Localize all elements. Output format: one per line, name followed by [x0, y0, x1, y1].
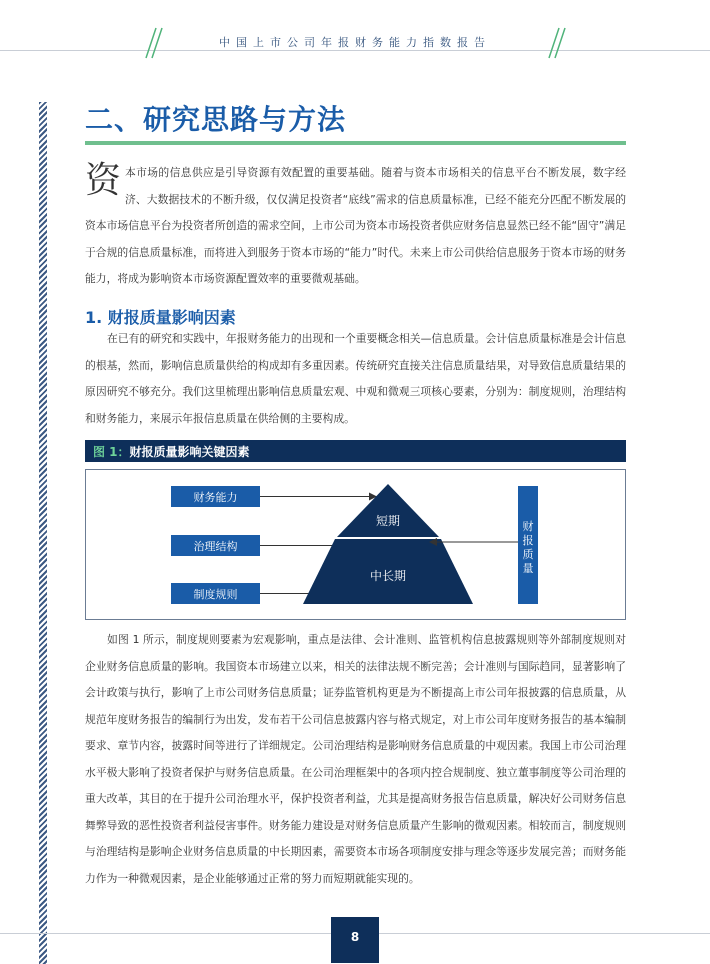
subsection-title: 1. 财报质量影响因素: [85, 308, 236, 327]
factor-label: 治理结构: [193, 540, 238, 553]
section-title: 二、研究思路与方法: [85, 103, 347, 136]
quality-char-4: 量: [522, 562, 534, 575]
pyramid: [303, 484, 473, 604]
factor-box-governance-structure: [171, 535, 260, 556]
factor-box-institutional-rules: [171, 583, 260, 604]
quality-box: [518, 486, 538, 604]
diagram-canvas: [86, 470, 625, 619]
quality-char-1: 财: [522, 520, 534, 533]
drop-cap: 资: [85, 160, 122, 201]
running-header: 中国上市公司年报财务能力指数报告: [219, 36, 491, 49]
intro-paragraph: [85, 160, 626, 293]
figure-diagram: [85, 469, 626, 620]
pyramid-bottom-label: 中长期: [369, 569, 407, 583]
header-slash-right-icon: [545, 26, 569, 60]
quality-char-3: 质: [522, 548, 534, 561]
subsection-paragraph: 在已有的研究和实践中，年报财务能力的出现和一个重要概念相关—信息质量。会计信息质量标准是会计信息的根基，然而，影响信息质量供给的构成却有多重因素。传统研究直接关注信息质量结果，对导致信息质量结果的原因研究不够充分。我们这里梳理出影响信息质量宏观、中观和微观三项核心要素，分别为：制度规则，治理结构和财务能力，来展示年报信息质量在供给侧的主要构成。: [85, 332, 626, 425]
header-rule: [0, 50, 710, 51]
figure-title-text: 财报质量影响关键因素: [129, 445, 250, 459]
page-number: 8: [331, 917, 379, 963]
factor-label: 财务能力: [193, 491, 238, 504]
intro-text: 本市场的信息供应是引导资源有效配置的重要基础。随着与资本市场相关的信息平台不断发展，数字经济、大数据技术的不断升级，仅仅满足投资者“底线”需求的信息质量标准，已经不能充分匹配不断发展的资本市场信息平台为投资者所创造的需求空间，上市公司为资本市场投资者供应财务信息显然已经不能“固守”满足于合规的信息质量标准，而将进入到服务于资本市场的“能力”时代。未来上市公司供给信息服务于资本市场的财务能力，将成为影响资本市场资源配置效率的重要微观基础。: [85, 166, 626, 285]
factor-label: 制度规则: [193, 588, 238, 601]
body-paragraph: 如图 1 所示，制度规则要素为宏观影响，重点是法律、会计准则、监管机构信息披露规则等外部制度规则对企业财务信息质量的影响。我国资本市场建立以来，相关的法律法规不断完善；会计准则与国际趋同，显著影响了会计政策与执行，影响了上市公司财务信息质量；证券监管机构更是为不断提高上市公司年报披露的信息质量，从规范年度财务报告的编制行为出发，发布若干公司信息披露内容与格式规定，对上市公司年度财务报告的基本编制要求、章节内容，披露时间等进行了详细规定。公司治理结构是影响财务信息质量的中观因素。我国上市公司治理水平极大影响了投资者保护与财务信息质量。在公司治理框架中的各项内控合规制度、独立董事制度等公司治理的重大改革，其目的在于提升公司治理水平，保护投资者利益，尤其是提高财务报告信息质量，解决好公司财务信息舞弊导致的恶性投资者利益侵害事件。财务能力建设是对财务信息质量产生影响的微观因素。相较而言，制度规则与治理结构是影响企业财务信息质量的中长期因素，需要资本市场各项制度安排与理念等逐步发展完善；而财务能力作为一种微观因素，是企业能够通过正常的努力而短期就能实现的。: [85, 633, 626, 885]
quality-char-2: 报: [522, 534, 534, 547]
side-decoration: [39, 102, 47, 964]
figure-title-bar: [85, 440, 626, 462]
pyramid-top-label: 短期: [375, 514, 401, 528]
figure-title: [93, 443, 250, 460]
figure-label: 图 1：: [93, 445, 130, 459]
section-title-rule: [85, 141, 626, 145]
pyramid-top: [337, 484, 439, 537]
factor-box-financial-capability: [171, 486, 260, 507]
